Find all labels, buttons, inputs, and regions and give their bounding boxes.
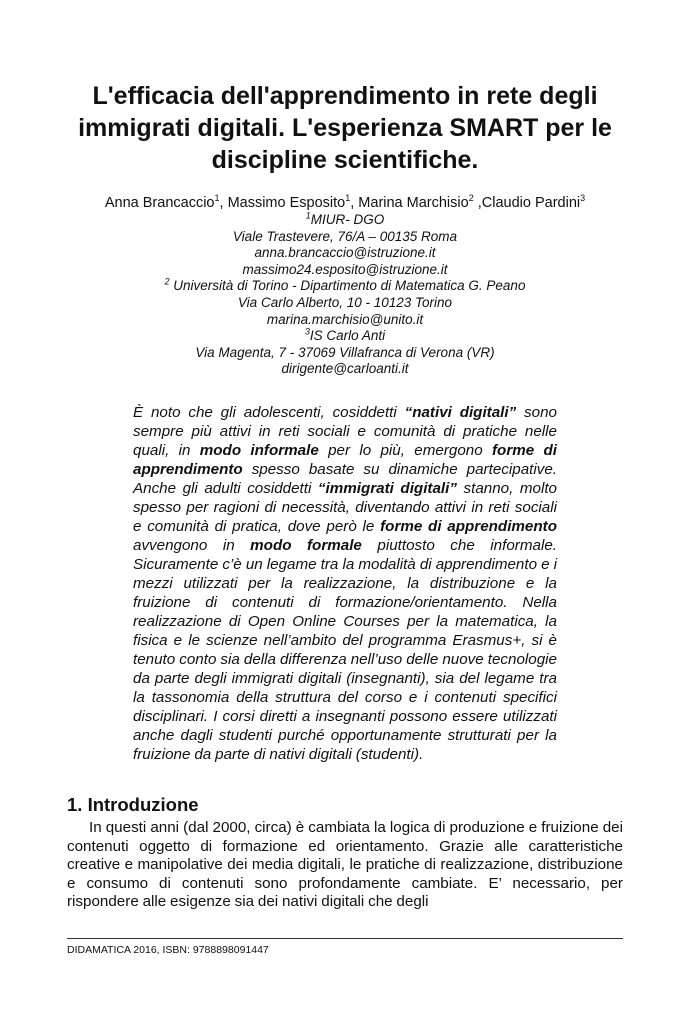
abstract-emphasis: forme di apprendimento — [133, 442, 558, 478]
affiliation-email: marina.marchisio@unito.it — [266, 311, 424, 327]
abstract-text: avvengono in — [133, 537, 251, 554]
affiliation-text: Università di Torino - Dipartimento di Matematica G. Peano — [169, 278, 526, 294]
affiliation-text: Via Magenta, 7 - 37069 Villafranca di Verona (VR) — [195, 344, 495, 360]
section-heading: 1. Introduzione — [67, 794, 199, 815]
paper-title: L'efficacia dell'apprendimento in rete degli immigrati digitali. L'esperienza SMART per le discipline scientifiche. — [78, 82, 612, 174]
affiliation-line — [80, 312, 610, 329]
author-name: Anna Brancaccio — [104, 195, 215, 211]
abstract-emphasis: modo informale — [199, 442, 319, 459]
abstract-emphasis: “nativi digitali” — [404, 404, 517, 421]
author-separator: , — [350, 195, 359, 211]
footer-divider — [67, 938, 623, 939]
affiliation-line — [80, 229, 610, 246]
affiliation-line — [80, 361, 610, 378]
author-name: Claudio Pardini — [481, 195, 581, 211]
abstract-text: piuttosto che informale. Sicuramente c’è un legame tra la modalità di apprendimento e i mezzi utilizzati per la realizzazione, la distribuzione e la fruizione di contenuti di formazione/orientamento. Nella realizzazione di Open Online Courses per la matematica, la fisica e le scienze nell’ambito del programma Erasmus+, si è tenuto conto sia della differenza nell’uso delle nuove tecnologie da parte degli immigrati digitali (insegnanti), sia del legame tra la tassonomia della struttura del corso e i contenuti specifici disciplinari. I corsi diretti a insegnanti possono essere utilizzati anche dagli studenti purché opportunamente strutturati per la fruizione da parte di nativi digitali (studenti). — [133, 537, 557, 763]
abstract-text: per lo più, emergono — [318, 442, 492, 459]
affiliation-line — [80, 295, 610, 312]
author-name: Massimo Esposito — [227, 195, 346, 211]
author-affiliation-mark: 2 — [468, 193, 474, 204]
abstract-emphasis: forme di apprendimento — [380, 518, 557, 535]
author-affiliation-mark: 3 — [580, 193, 586, 204]
abstract-emphasis: “immigrati digitali” — [317, 480, 457, 497]
affiliation-line — [80, 212, 610, 229]
author-list — [40, 193, 650, 213]
affiliations-block — [80, 212, 610, 378]
affiliation-text: MIUR- DGO — [310, 212, 385, 227]
affiliation-line — [80, 278, 610, 295]
affiliation-mark: 1 — [305, 210, 311, 221]
affiliation-email: dirigente@carloanti.it — [281, 361, 409, 377]
abstract — [133, 403, 557, 764]
affiliation-text: Viale Trastevere, 76/A – 00135 Roma — [232, 228, 458, 244]
affiliation-mark: 3 — [304, 326, 310, 337]
section-body: In questi anni (dal 2000, circa) è cambiata la logica di produzione e fruizione dei contenuti oggetto di formazione ed orientamento. Grazie alle caratteristiche creative e manipolative dei media digitali, le pratiche di realizzazione, distribuzione e consumo di contenuti sono profondamente cambiate. E’ necessario, per rispondere alle esigenze sia dei nativi digitali che degli — [67, 819, 623, 911]
abstract-text: È noto che gli adolescenti, cosiddetti — [133, 404, 405, 421]
author-name: Marina Marchisio — [358, 195, 469, 211]
author-separator: , — [473, 195, 482, 211]
author-affiliation-mark: 1 — [345, 193, 351, 204]
affiliation-email: massimo24.esposito@istruzione.it — [242, 261, 448, 277]
abstract-text: spesso basate su dinamiche partecipative. Anche gli adulti cosiddetti — [133, 461, 557, 497]
affiliation-line — [80, 245, 610, 262]
abstract-text: stanno, molto spesso per ragioni di necessità, diventando attivi in reti sociali e comunità di pratica, dove però le — [133, 480, 558, 535]
abstract-text: sono sempre più attivi in reti sociali e comunità di pratiche nelle quali, in — [133, 404, 557, 459]
affiliation-line — [80, 328, 610, 345]
page-footer: DIDAMATICA 2016, ISBN: 9788898091447 — [67, 944, 269, 956]
abstract-emphasis: modo formale — [250, 537, 362, 554]
author-separator: , — [219, 195, 228, 211]
author-affiliation-mark: 1 — [214, 193, 220, 204]
affiliation-text: Via Carlo Alberto, 10 - 10123 Torino — [237, 294, 453, 310]
affiliation-text: IS Carlo Anti — [309, 328, 386, 344]
affiliation-line — [80, 345, 610, 362]
affiliation-email: anna.brancaccio@istruzione.it — [254, 245, 436, 261]
affiliation-mark: 2 — [164, 276, 170, 287]
affiliation-line — [80, 262, 610, 279]
